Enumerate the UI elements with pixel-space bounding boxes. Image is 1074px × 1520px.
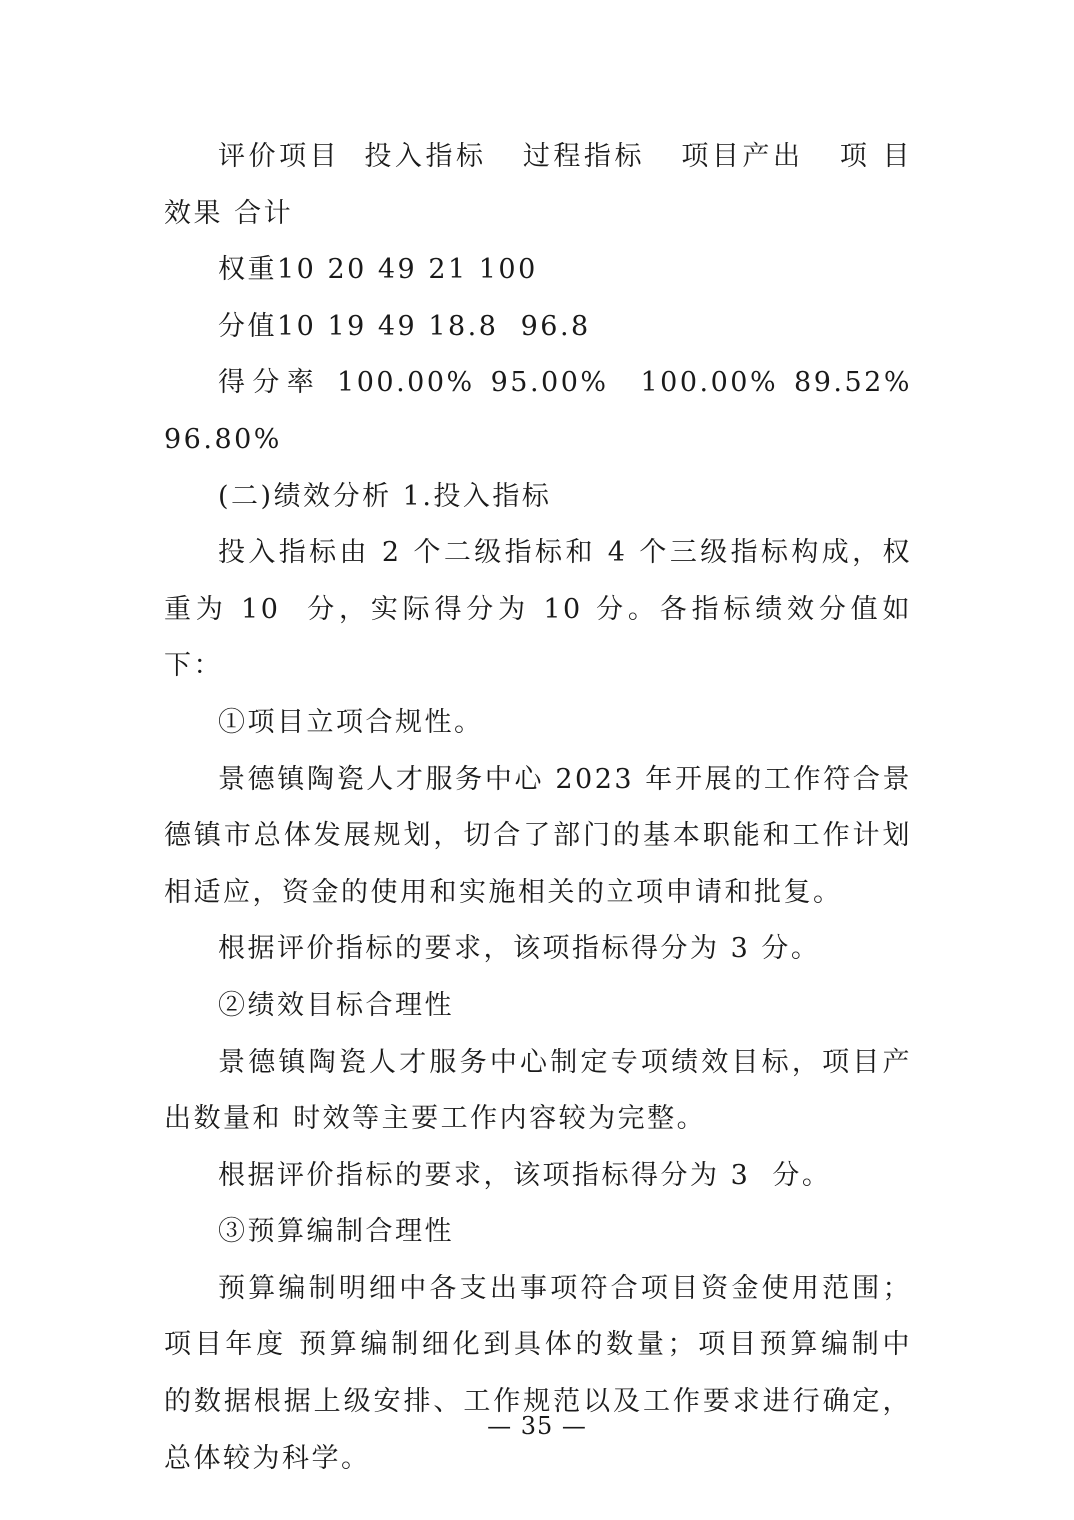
section-heading: (二)绩效分析 1.投入指标 bbox=[218, 480, 552, 512]
score-rate-row: 得分率 100.00% 95.00% 100.00% 89.52% 96.80% bbox=[164, 367, 935, 455]
item-1-score: 根据评价指标的要求，该项指标得分为 3 分。 bbox=[218, 933, 821, 965]
page-number: — 35 — bbox=[487, 1412, 587, 1440]
item-1-body: 景德镇陶瓷人才服务中心 2023 年开展的工作符合景德镇市总体发展规划，切合了部门的基本职能和工作计划相适应，资金的使用和实施相关的立项申请和批复。 bbox=[164, 763, 912, 908]
score-row: 分值10 19 49 18.8 96.8 bbox=[218, 310, 591, 342]
item-3-body: 预算编制明细中各支出事项符合项目资金使用范围；项目年度 预算编制细化到具体的数量；项目预算编制中的数据根据上级安排、工作规范以及工作要求进行确定，总体较为科学。 bbox=[164, 1272, 912, 1474]
evaluation-table-header: 评价项目 投入指标 过程指标 项目产出 项 目 效果 合计 bbox=[164, 141, 924, 229]
item-2-title: ②绩效目标合理性 bbox=[218, 989, 454, 1021]
item-1-title: ①项目立项合规性。 bbox=[218, 706, 484, 738]
input-indicator-summary: 投入指标由 2 个二级指标和 4 个三级指标构成，权重为 10 分，实际得分为 10 分。各指标绩效分值如下： bbox=[164, 537, 912, 682]
item-3-title: ③预算编制合理性 bbox=[218, 1216, 454, 1248]
document-body bbox=[164, 129, 935, 1487]
item-2-body: 景德镇陶瓷人才服务中心制定专项绩效目标，项目产出数量和 时效等主要工作内容较为完整。 bbox=[164, 1046, 912, 1135]
weight-row: 权重10 20 49 21 100 bbox=[218, 254, 538, 286]
item-2-score: 根据评价指标的要求，该项指标得分为 3 分。 bbox=[218, 1159, 832, 1191]
